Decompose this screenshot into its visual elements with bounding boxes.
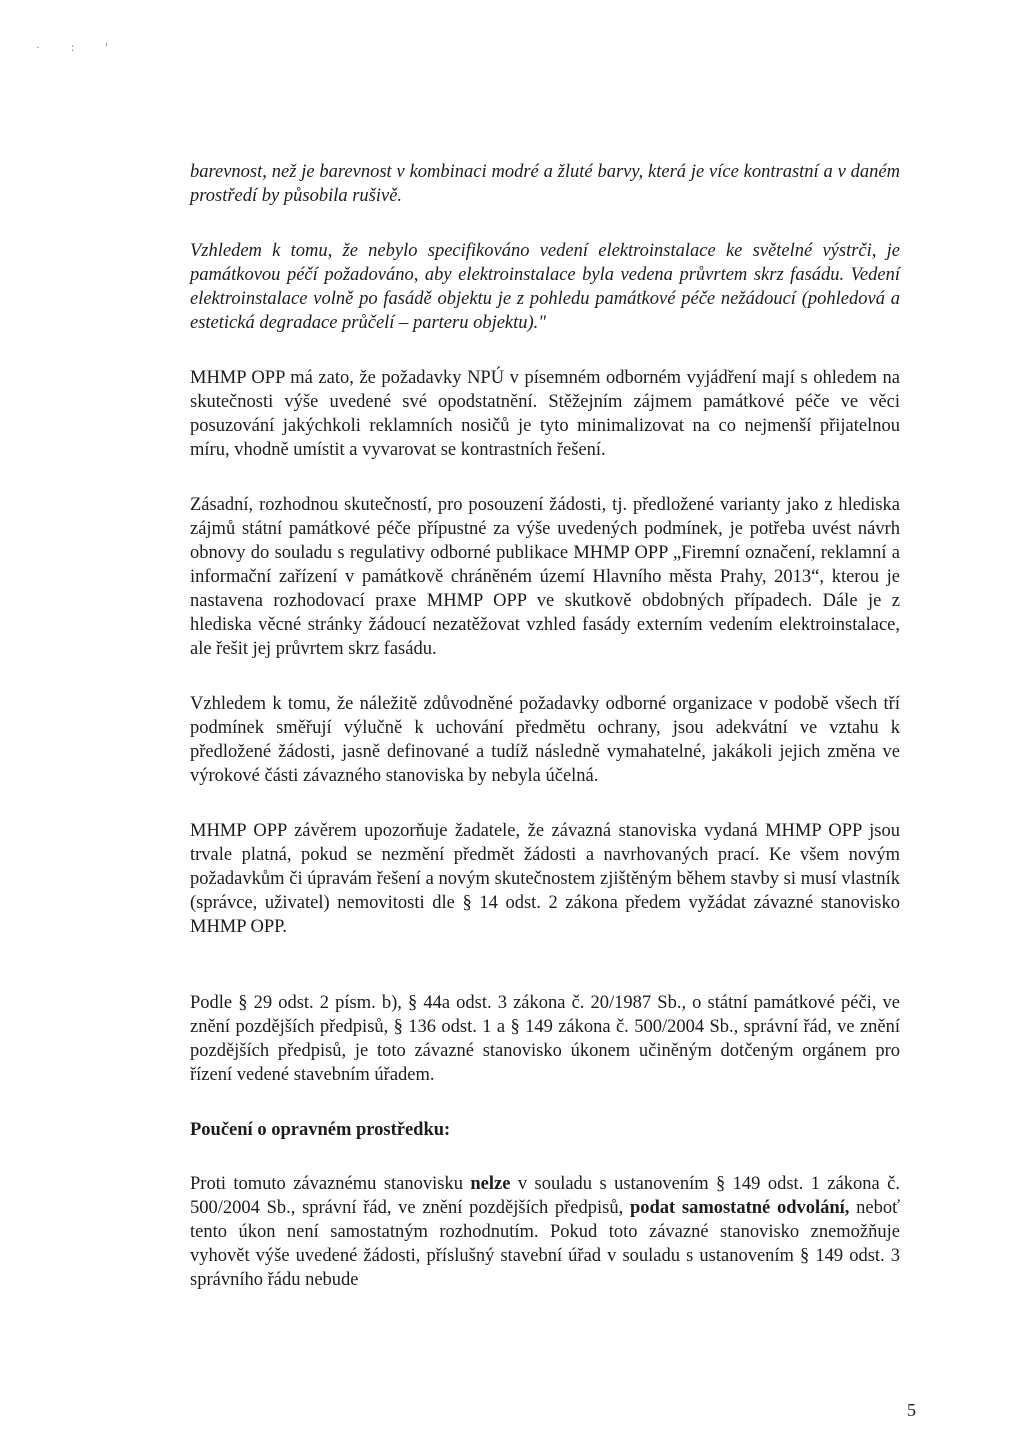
- remedy-text-1: Proti tomuto závaznému stanovisku: [190, 1174, 471, 1194]
- remedy-paragraph: [190, 1172, 900, 1292]
- paragraph-validity-notice: MHMP OPP závěrem upozorňuje žadatele, že závazná stanoviska vydaná MHMP OPP jsou trvale platná, pokud se nezmění předmět žádosti a navrhovaných prací. Ke všem novým požadavkům či úpravám řešení a novým skutečnostem zjištěným během stavby si musí vlastník (správce, uživatel) nemovitosti dle § 14 odst. 2 zákona předem vyžádat závazné stanovisko MHMP OPP.: [190, 821, 900, 937]
- page-number: 5: [907, 1400, 916, 1420]
- paragraph-conditions: Vzhledem k tomu, že náležitě zdůvodněné požadavky odborné organizace v podobě všech tří podmínek směřují výlučně k uchování předmětu ochrany, jsou adekvátní ve vztahu k předložené žádosti, jasně definované a tudíž následně vymahatelné, jakákoli jejich změna ve výrokové části závazného stanoviska by nebyla účelná.: [190, 694, 900, 786]
- paragraph-decisive-fact: Zásadní, rozhodnou skutečností, pro posouzení žádosti, tj. předložené varianty jako z hlediska zájmů státní památkové péče přípustné za výše uvedených podmínek, je potřeba uvést návrh obnovy do souladu s regulativy odborné publikace MHMP OPP „Firemní označení, reklamní a informační zařízení v památkově chráněném území Hlavního města Prahy, 2013“, kterou je nastavena rozhodovací praxe MHMP OPP ve skutkově obdobných případech. Dále je z hlediska věcné stránky žádoucí nezatěžovat vzhled fasády externím vedením elektroinstalace, ale řešit jej průvrtem skrz fasádu.: [190, 495, 900, 659]
- quote-paragraph-1: barevnost, než je barevnost v kombinaci modré a žluté barvy, která je více kontrastní a v daném prostředí by působila rušivě.: [190, 162, 900, 206]
- remedy-text-3: neboť tento úkon není samostatným rozhodnutím. Pokud toto závazné stanovisko znemožňuje vyhovět výše uvedené žádosti, příslušný stavební úřad v souladu s ustanovením § 149 odst. 3 správního řádu nebude: [190, 1198, 900, 1290]
- paragraph-legal-basis: Podle § 29 odst. 2 písm. b), § 44a odst. 3 zákona č. 20/1987 Sb., o státní památkové péči, ve znění pozdějších předpisů, § 136 odst. 1 a § 149 zákona č. 500/2004 Sb., správní řád, ve znění pozdějších předpisů, je toto závazné stanovisko úkonem učiněným dotčeným orgánem pro řízení vedené stavebním úřadem.: [190, 993, 900, 1085]
- remedy-text-2: v souladu s ustanovením § 149 odst. 1 zákona č. 500/2004 Sb., správní řád, ve znění pozdějších předpisů,: [190, 1174, 900, 1218]
- remedy-bold-appeal: podat samostatné odvolání,: [629, 1198, 850, 1218]
- scan-marks: · : ': [36, 40, 122, 54]
- remedy-heading: Poučení o opravném prostředku:: [190, 1120, 451, 1140]
- document-body: [190, 160, 900, 1323]
- remedy-bold-nelze: nelze: [470, 1174, 511, 1194]
- paragraph-assessment: MHMP OPP má zato, že požadavky NPÚ v písemném odborném vyjádření mají s ohledem na skutečnosti výše uvedené své opodstatnění. Stěžejním zájmem památkové péče ve věci posuzování jakýchkoli reklamních nosičů je tyto minimalizovat na co nejmenší přijatelnou míru, vhodně umístit a vyvarovat se kontrastních řešení.: [190, 368, 900, 460]
- quote-paragraph-2: Vzhledem k tomu, že nebylo specifikováno vedení elektroinstalace ke světelné výstrči, je památkovou péčí požadováno, aby elektroinstalace byla vedena průvrtem skrz fasádu. Vedení elektroinstalace volně po fasádě objektu je z pohledu památkové péče nežádoucí (pohledová a estetická degradace průčelí – parteru objektu).": [190, 241, 900, 333]
